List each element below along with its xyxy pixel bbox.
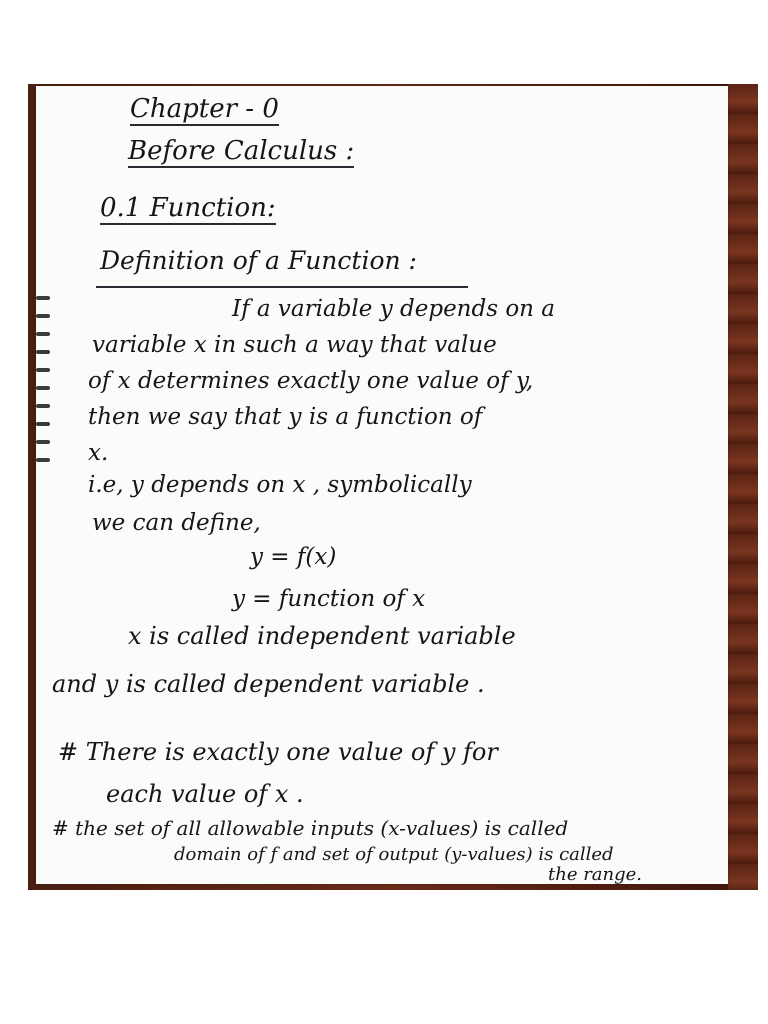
equation-function-of-x: y = function of x [232,586,426,612]
body-line-10: x is called independent variable [128,622,516,650]
note-2-end: the range. [548,864,643,885]
body-line-4: then we say that y is a function of [88,404,483,430]
body-line-2: variable x in such a way that value [92,332,497,358]
chapter-subtitle: Before Calculus : [128,136,355,166]
note-2-cont: domain of f and set of output (y-values) is called [174,844,614,865]
body-line-5: x. [88,440,109,466]
body-line-3: of x determines exactly one value of y, [88,368,534,394]
note-1: # There is exactly one value of y for [58,738,498,766]
note-1-cont: each value of x . [106,780,304,808]
body-line-7: we can define, [92,510,261,536]
chapter-title: Chapter - 0 [130,94,279,124]
body-line-1: If a variable y depends on a [232,296,556,322]
equation-fx: y = f(x) [250,544,337,570]
heading-underline [96,286,468,288]
note-2: # the set of all allowable inputs (x-values) is called [52,816,569,840]
body-line-6: i.e, y depends on x , symbolically [88,472,472,498]
definition-heading: Definition of a Function : [100,246,417,275]
section-title: 0.1 Function: [100,193,276,223]
body-line-11: and y is called dependent variable . [52,670,485,698]
table-edge [728,84,758,890]
spiral-binding [36,296,54,516]
